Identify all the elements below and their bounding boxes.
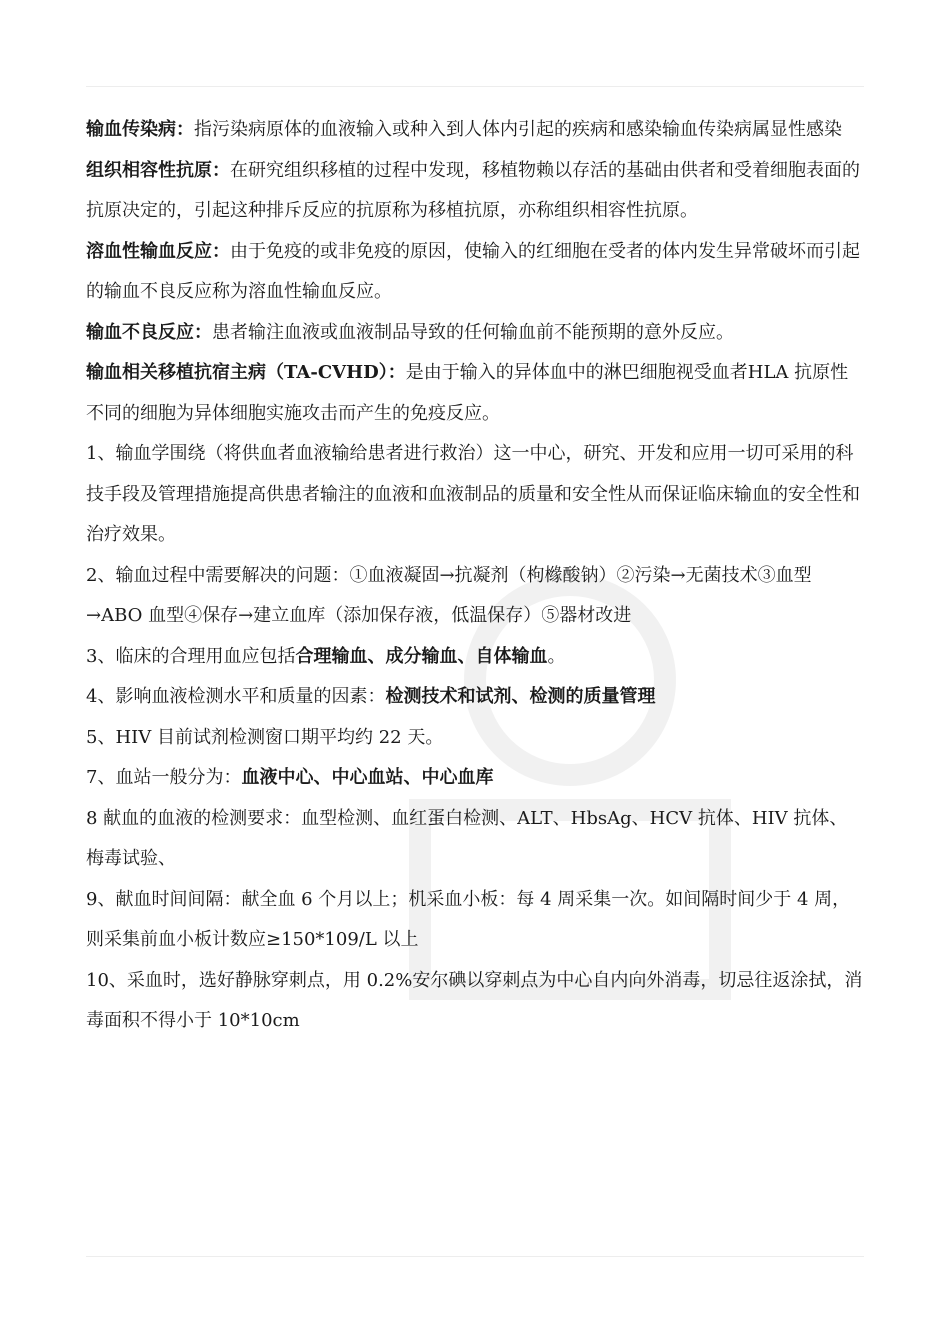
item-text: 3、临床的合理用血应包括 [86, 645, 296, 667]
item-text: 4、影响血液检测水平和质量的因素： [86, 686, 386, 707]
definition-ta-gvhd [86, 353, 864, 434]
header-divider [86, 86, 864, 87]
list-item-10: 10、采血时，选好静脉穿刺点，用 0.2%安尔碘以穿刺点为中心自内向外消毒，切忌往返涂拭，消毒面积不得小于 10*10cm [86, 969, 863, 1031]
term-label: 输血不良反应： [86, 321, 212, 343]
list-item-7 [86, 758, 864, 799]
term-label: 组织相容性抗原： [86, 159, 230, 181]
definition-text: 指污染病原体的血液输入或种入到人体内引起的疾病和感染输血传染病属显性感染 [194, 119, 842, 140]
item-emphasis: 血液中心、中心血站、中心血库 [241, 767, 494, 788]
definition-text: 患者输注血液或血液制品导致的任何输血前不能预期的意外反应。 [212, 321, 734, 343]
definition-histocompatibility-antigen [86, 151, 864, 232]
definition-adverse-reaction [86, 313, 864, 354]
document-body [86, 110, 864, 1042]
term-label: 输血相关移植抗宿主病（TA-CVHD）： [86, 362, 406, 383]
item-emphasis: 合理输血、成分输血、自体输血 [295, 645, 548, 667]
term-label: 输血传染病： [86, 119, 194, 140]
footer-divider [86, 1256, 864, 1257]
definition-infectious-disease [86, 110, 864, 151]
item-text: 。 [547, 645, 566, 667]
item-emphasis: 检测技术和试剂、检测的质量管理 [385, 686, 656, 707]
list-item-9: 9、献血时间间隔：献全血 6 个月以上；机采血小板：每 4 周采集一次。如间隔时间少于 4 周，则采集前血小板计数应≥150*109/L 以上 [86, 888, 851, 950]
list-item-4 [86, 677, 864, 718]
definition-text: 由于免疫的或非免疫的原因，使输入的红细胞在受者的体内发生异常破坏而引起的输血不良反应称为溶血性输血反应。 [86, 240, 860, 302]
list-item-2: 2、输血过程中需要解决的问题：①血液凝固→抗凝剂（枸橼酸钠）②污染→无菌技术③血型→ABO 血型④保存→建立血库（添加保存液，低温保存）⑤器材改进 [86, 564, 812, 626]
list-item-1: 1、输血学围绕（将供血者血液输给患者进行救治）这一中心，研究、开发和应用一切可采用的科技手段及管理措施提高供患者输注的血液和血液制品的质量和安全性从而保证临床输血的安全性和治疗效果。 [86, 443, 860, 545]
list-item-8: 8 献血的血液的检测要求：血型检测、血红蛋白检测、ALT、HbsAg、HCV 抗体、HIV 抗体、梅毒试验、 [86, 807, 848, 869]
definition-text: 是由于输入的异体血中的淋巴细胞视受血者HLA 抗原性不同的细胞为异体细胞实施攻击而产生的免疫反应。 [86, 362, 849, 424]
list-item-5: 5、HIV 目前试剂检测窗口期平均约 22 天。 [86, 726, 444, 748]
item-text: 7、血站一般分为： [86, 767, 242, 788]
list-item-3 [86, 637, 864, 678]
term-label: 溶血性输血反应： [86, 240, 230, 262]
definition-text: 在研究组织移植的过程中发现，移植物赖以存活的基础由供者和受着细胞表面的抗原决定的，引起这种排斥反应的抗原称为移植抗原，亦称组织相容性抗原。 [86, 159, 860, 221]
definition-hemolytic-reaction [86, 232, 864, 313]
